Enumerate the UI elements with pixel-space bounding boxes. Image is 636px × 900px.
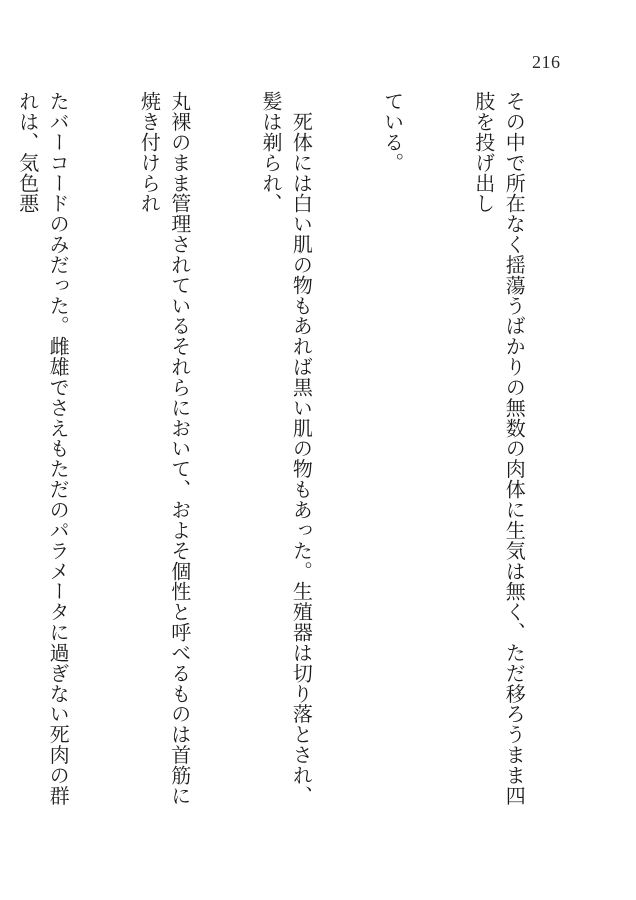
text-line: 死体には白い肌の物もあれば黒い肌の物もあった。生殖器は切り落とされ、髪は剃られ、 — [258, 91, 314, 806]
text-line: 丸裸のまま管理されているそれらにおいて、およそ個性と呼べるものは首筋に焼き付けられ — [137, 91, 192, 806]
text-line: たバーコードのみだった。雌雄でさえもただのパラメータに過ぎない死肉の群れは、気色悪 — [15, 91, 71, 806]
text-line: その中で所在なく揺蕩うばかりの無数の肉体に生気は無く、ただ移ろうまま四肢を投げ出し — [471, 91, 527, 806]
vertical-text-body — [0, 91, 590, 821]
page-number: 216 — [532, 52, 561, 72]
text-line: ている。 — [380, 91, 405, 173]
